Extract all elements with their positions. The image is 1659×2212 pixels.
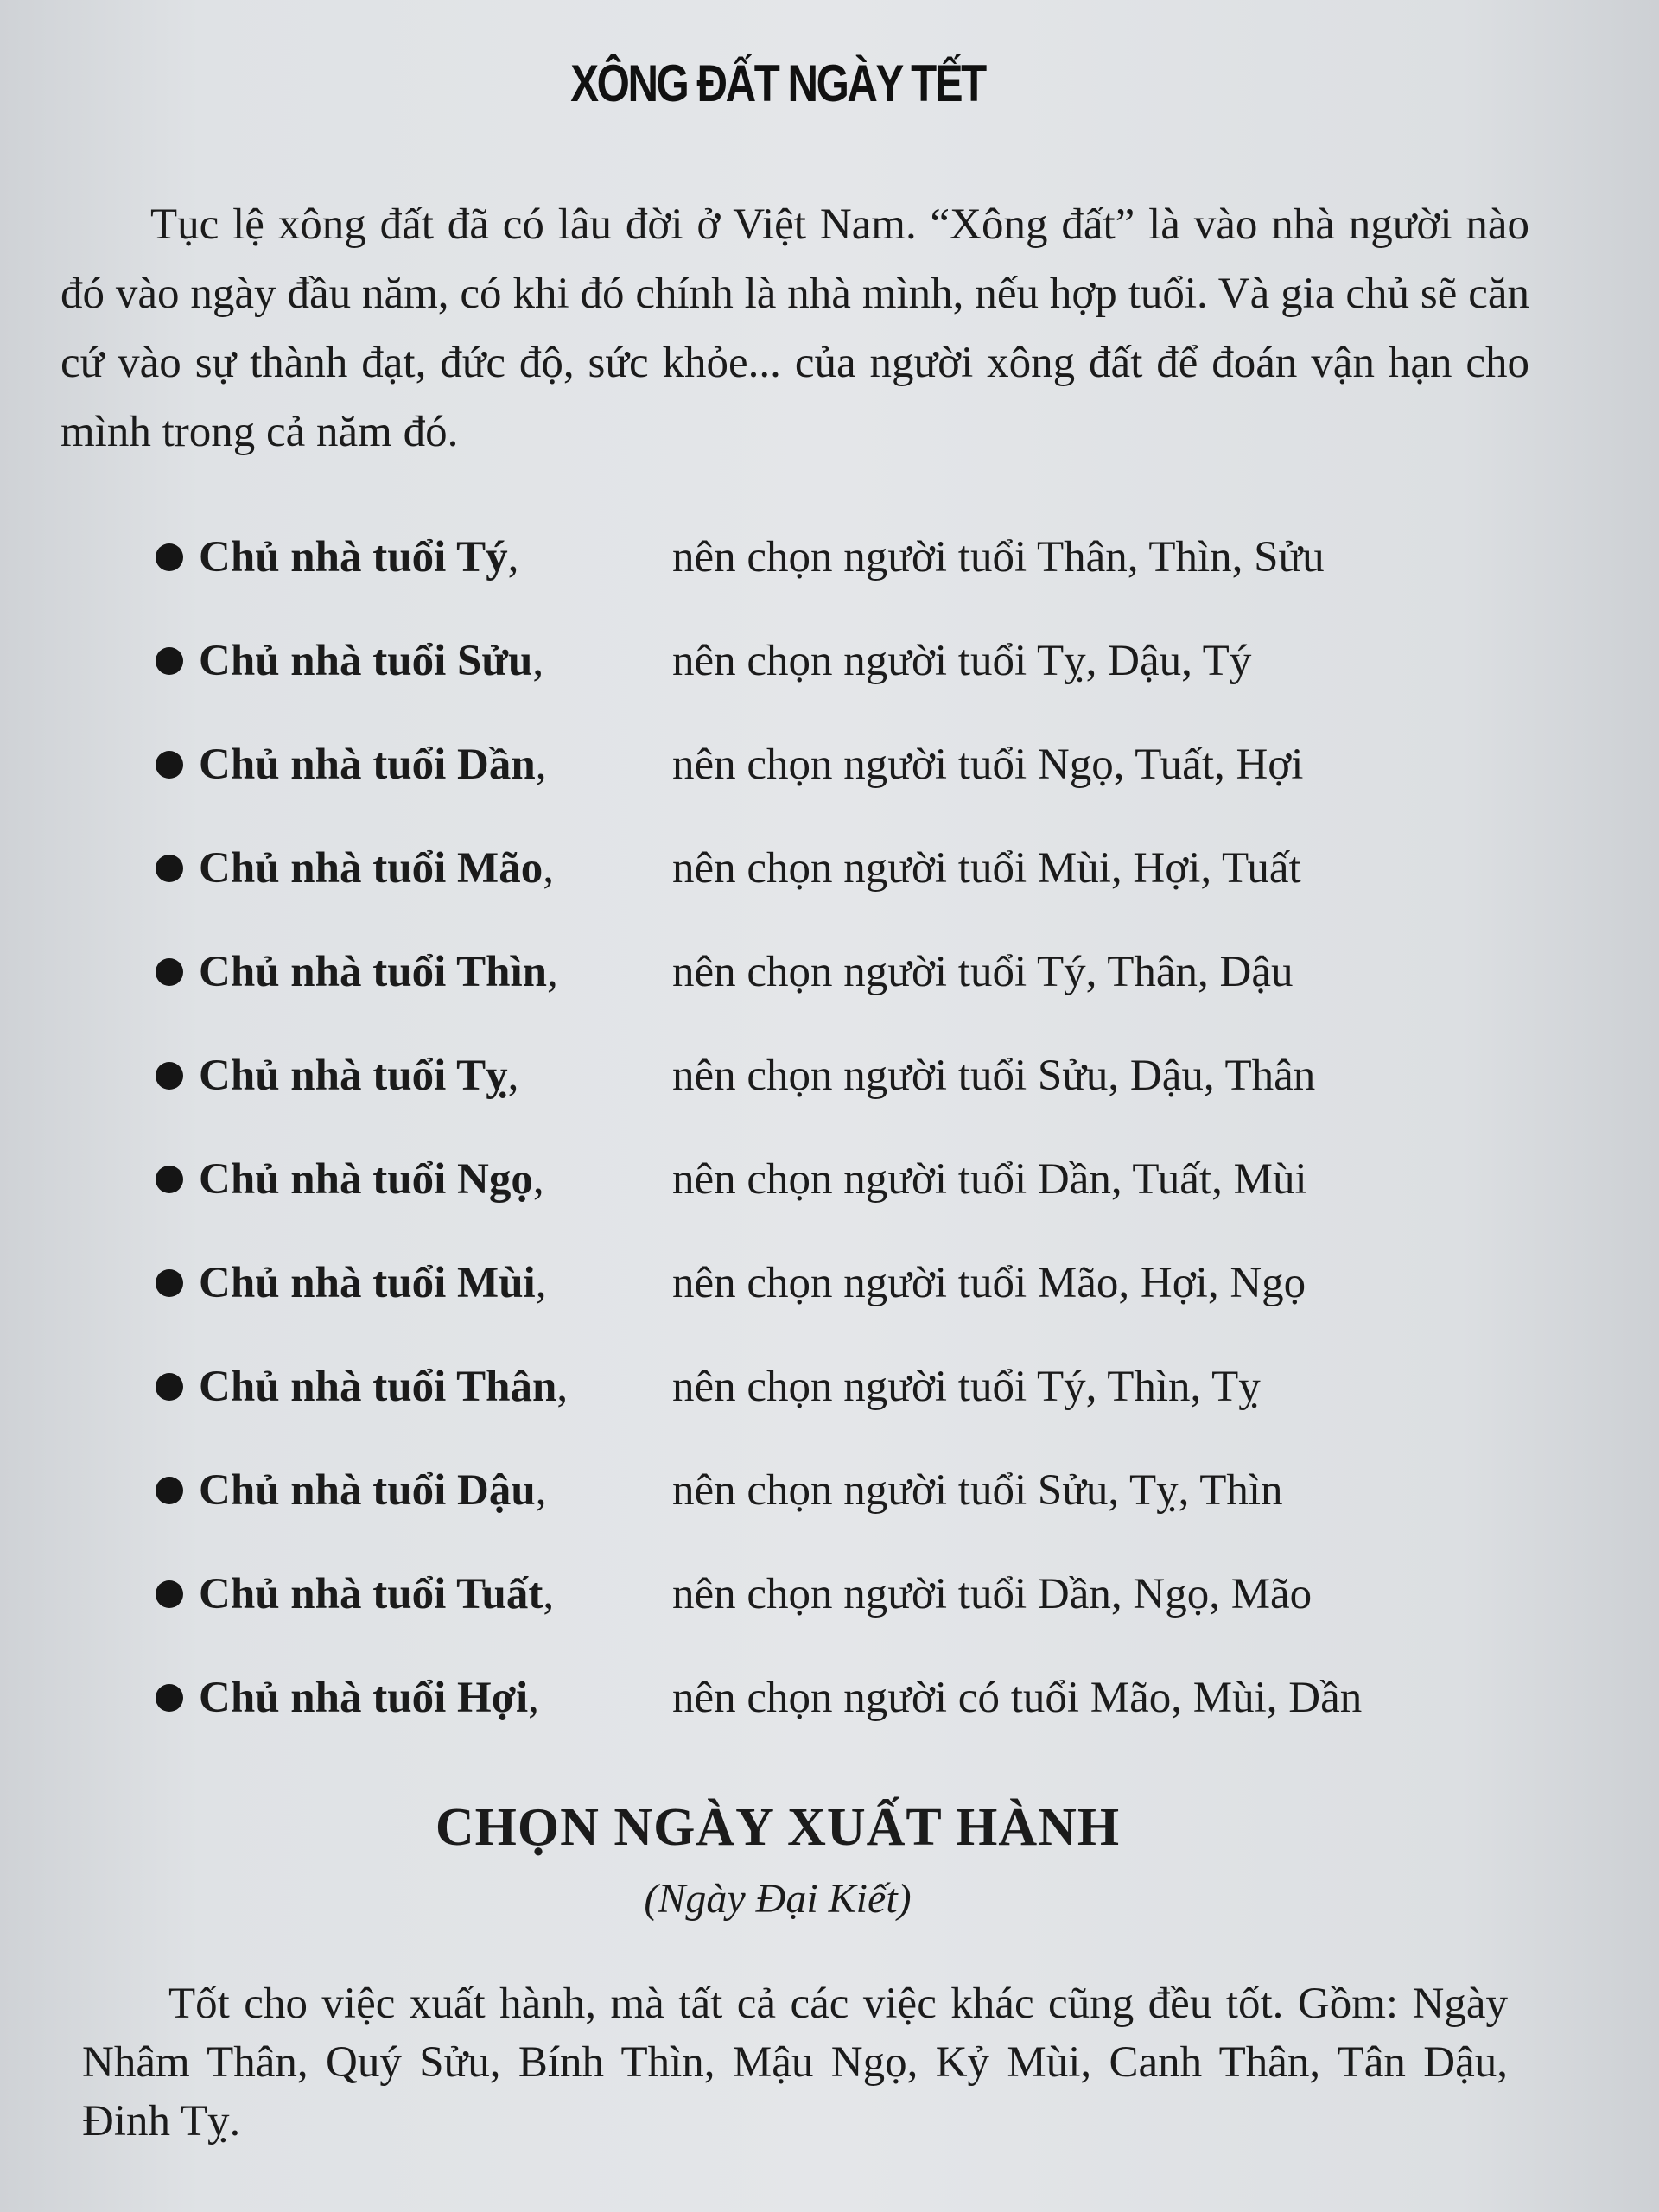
- section-subtitle: (Ngày Đại Kiết): [644, 1876, 912, 1922]
- bullet-icon: [156, 751, 183, 779]
- choice-text: nên chọn người tuổi Sửu, Dậu, Thân: [672, 1052, 1316, 1100]
- bullet-icon: [156, 1477, 183, 1504]
- bullet-icon: [156, 855, 183, 882]
- owner-label: Chủ nhà tuổi Tuất: [199, 1570, 543, 1618]
- outro-paragraph: Tốt cho việc xuất hành, mà tất cả các việc khác cũng đều tốt. Gồm: Ngày Nhâm Thân, Quý Sửu, Bính Thìn, Mậu Ngọ, Kỷ Mùi, Canh Thân, Tân Dậu, Đinh Tỵ.: [82, 1980, 1508, 2145]
- bullet-icon: [156, 1269, 183, 1297]
- choice-text: nên chọn người có tuổi Mão, Mùi, Dần: [672, 1674, 1363, 1722]
- list-item: Chủ nhà tuổi Mùi, nên chọn người tuổi Mão, Hợi, Ngọ: [156, 1231, 1538, 1335]
- owner-label: Chủ nhà tuổi Mùi: [199, 1259, 536, 1307]
- intro-paragraph: Tục lệ xông đất đã có lâu đời ở Việt Nam. “Xông đất” là vào nhà người nào đó vào ngày đầu năm, có khi đó chính là nhà mình, nếu hợp tuổi. Và gia chủ sẽ căn cứ vào sự thành đạt, đức độ, sức khỏe... của người xông đất để đoán vận hạn cho mình trong cả năm đó.: [60, 200, 1529, 456]
- owner-label: Chủ nhà tuổi Mão: [199, 844, 543, 893]
- bullet-icon: [156, 647, 183, 675]
- bullet-icon: [156, 1580, 183, 1608]
- zodiac-list: [156, 505, 1538, 1750]
- owner-label: Chủ nhà tuổi Tỵ: [199, 1052, 508, 1100]
- bullet-icon: [156, 1062, 183, 1090]
- list-item: Chủ nhà tuổi Thìn, nên chọn người tuổi Tý, Thân, Dậu: [156, 920, 1538, 1024]
- owner-label: Chủ nhà tuổi Dậu: [199, 1466, 536, 1515]
- list-item: Chủ nhà tuổi Tý, nên chọn người tuổi Thân, Thìn, Sửu: [156, 505, 1538, 609]
- bullet-icon: [156, 1684, 183, 1712]
- bullet-icon: [156, 958, 183, 986]
- bullet-icon: [156, 543, 183, 571]
- list-item: Chủ nhà tuổi Dần, nên chọn người tuổi Ngọ, Tuất, Hợi: [156, 713, 1538, 817]
- choice-text: nên chọn người tuổi Tỵ, Dậu, Tý: [672, 637, 1252, 685]
- owner-label: Chủ nhà tuổi Thân: [199, 1363, 557, 1411]
- page-title: XÔNG ĐẤT NGÀY TẾT: [570, 54, 985, 112]
- owner-label: Chủ nhà tuổi Dần: [199, 741, 536, 789]
- choice-text: nên chọn người tuổi Tý, Thìn, Tỵ: [672, 1363, 1261, 1411]
- list-item: Chủ nhà tuổi Ngọ, nên chọn người tuổi Dần, Tuất, Mùi: [156, 1128, 1538, 1231]
- choice-text: nên chọn người tuổi Sửu, Tỵ, Thìn: [672, 1466, 1283, 1515]
- owner-label: Chủ nhà tuổi Hợi: [199, 1674, 529, 1722]
- choice-text: nên chọn người tuổi Dần, Tuất, Mùi: [672, 1155, 1307, 1204]
- choice-text: nên chọn người tuổi Thân, Thìn, Sửu: [672, 533, 1325, 582]
- choice-text: nên chọn người tuổi Mão, Hợi, Ngọ: [672, 1259, 1306, 1307]
- list-item: Chủ nhà tuổi Mão, nên chọn người tuổi Mùi, Hợi, Tuất: [156, 817, 1538, 920]
- choice-text: nên chọn người tuổi Mùi, Hợi, Tuất: [672, 844, 1301, 893]
- owner-label: Chủ nhà tuổi Ngọ: [199, 1155, 533, 1204]
- section-title: CHỌN NGÀY XUẤT HÀNH: [435, 1798, 1121, 1857]
- owner-label: Chủ nhà tuổi Sửu: [199, 637, 533, 685]
- choice-text: nên chọn người tuổi Dần, Ngọ, Mão: [672, 1570, 1313, 1618]
- bullet-icon: [156, 1373, 183, 1401]
- choice-text: nên chọn người tuổi Ngọ, Tuất, Hợi: [672, 741, 1304, 789]
- bullet-icon: [156, 1166, 183, 1193]
- list-item: Chủ nhà tuổi Tuất, nên chọn người tuổi Dần, Ngọ, Mão: [156, 1542, 1538, 1646]
- choice-text: nên chọn người tuổi Tý, Thân, Dậu: [672, 948, 1294, 996]
- list-item: Chủ nhà tuổi Tỵ, nên chọn người tuổi Sửu, Dậu, Thân: [156, 1024, 1538, 1128]
- list-item: Chủ nhà tuổi Sửu, nên chọn người tuổi Tỵ, Dậu, Tý: [156, 609, 1538, 713]
- owner-label: Chủ nhà tuổi Tý: [199, 533, 508, 582]
- list-item: Chủ nhà tuổi Thân, nên chọn người tuổi Tý, Thìn, Tỵ: [156, 1335, 1538, 1439]
- list-item: Chủ nhà tuổi Hợi, nên chọn người có tuổi Mão, Mùi, Dần: [156, 1646, 1538, 1750]
- list-item: Chủ nhà tuổi Dậu, nên chọn người tuổi Sửu, Tỵ, Thìn: [156, 1439, 1538, 1542]
- owner-label: Chủ nhà tuổi Thìn: [199, 948, 548, 996]
